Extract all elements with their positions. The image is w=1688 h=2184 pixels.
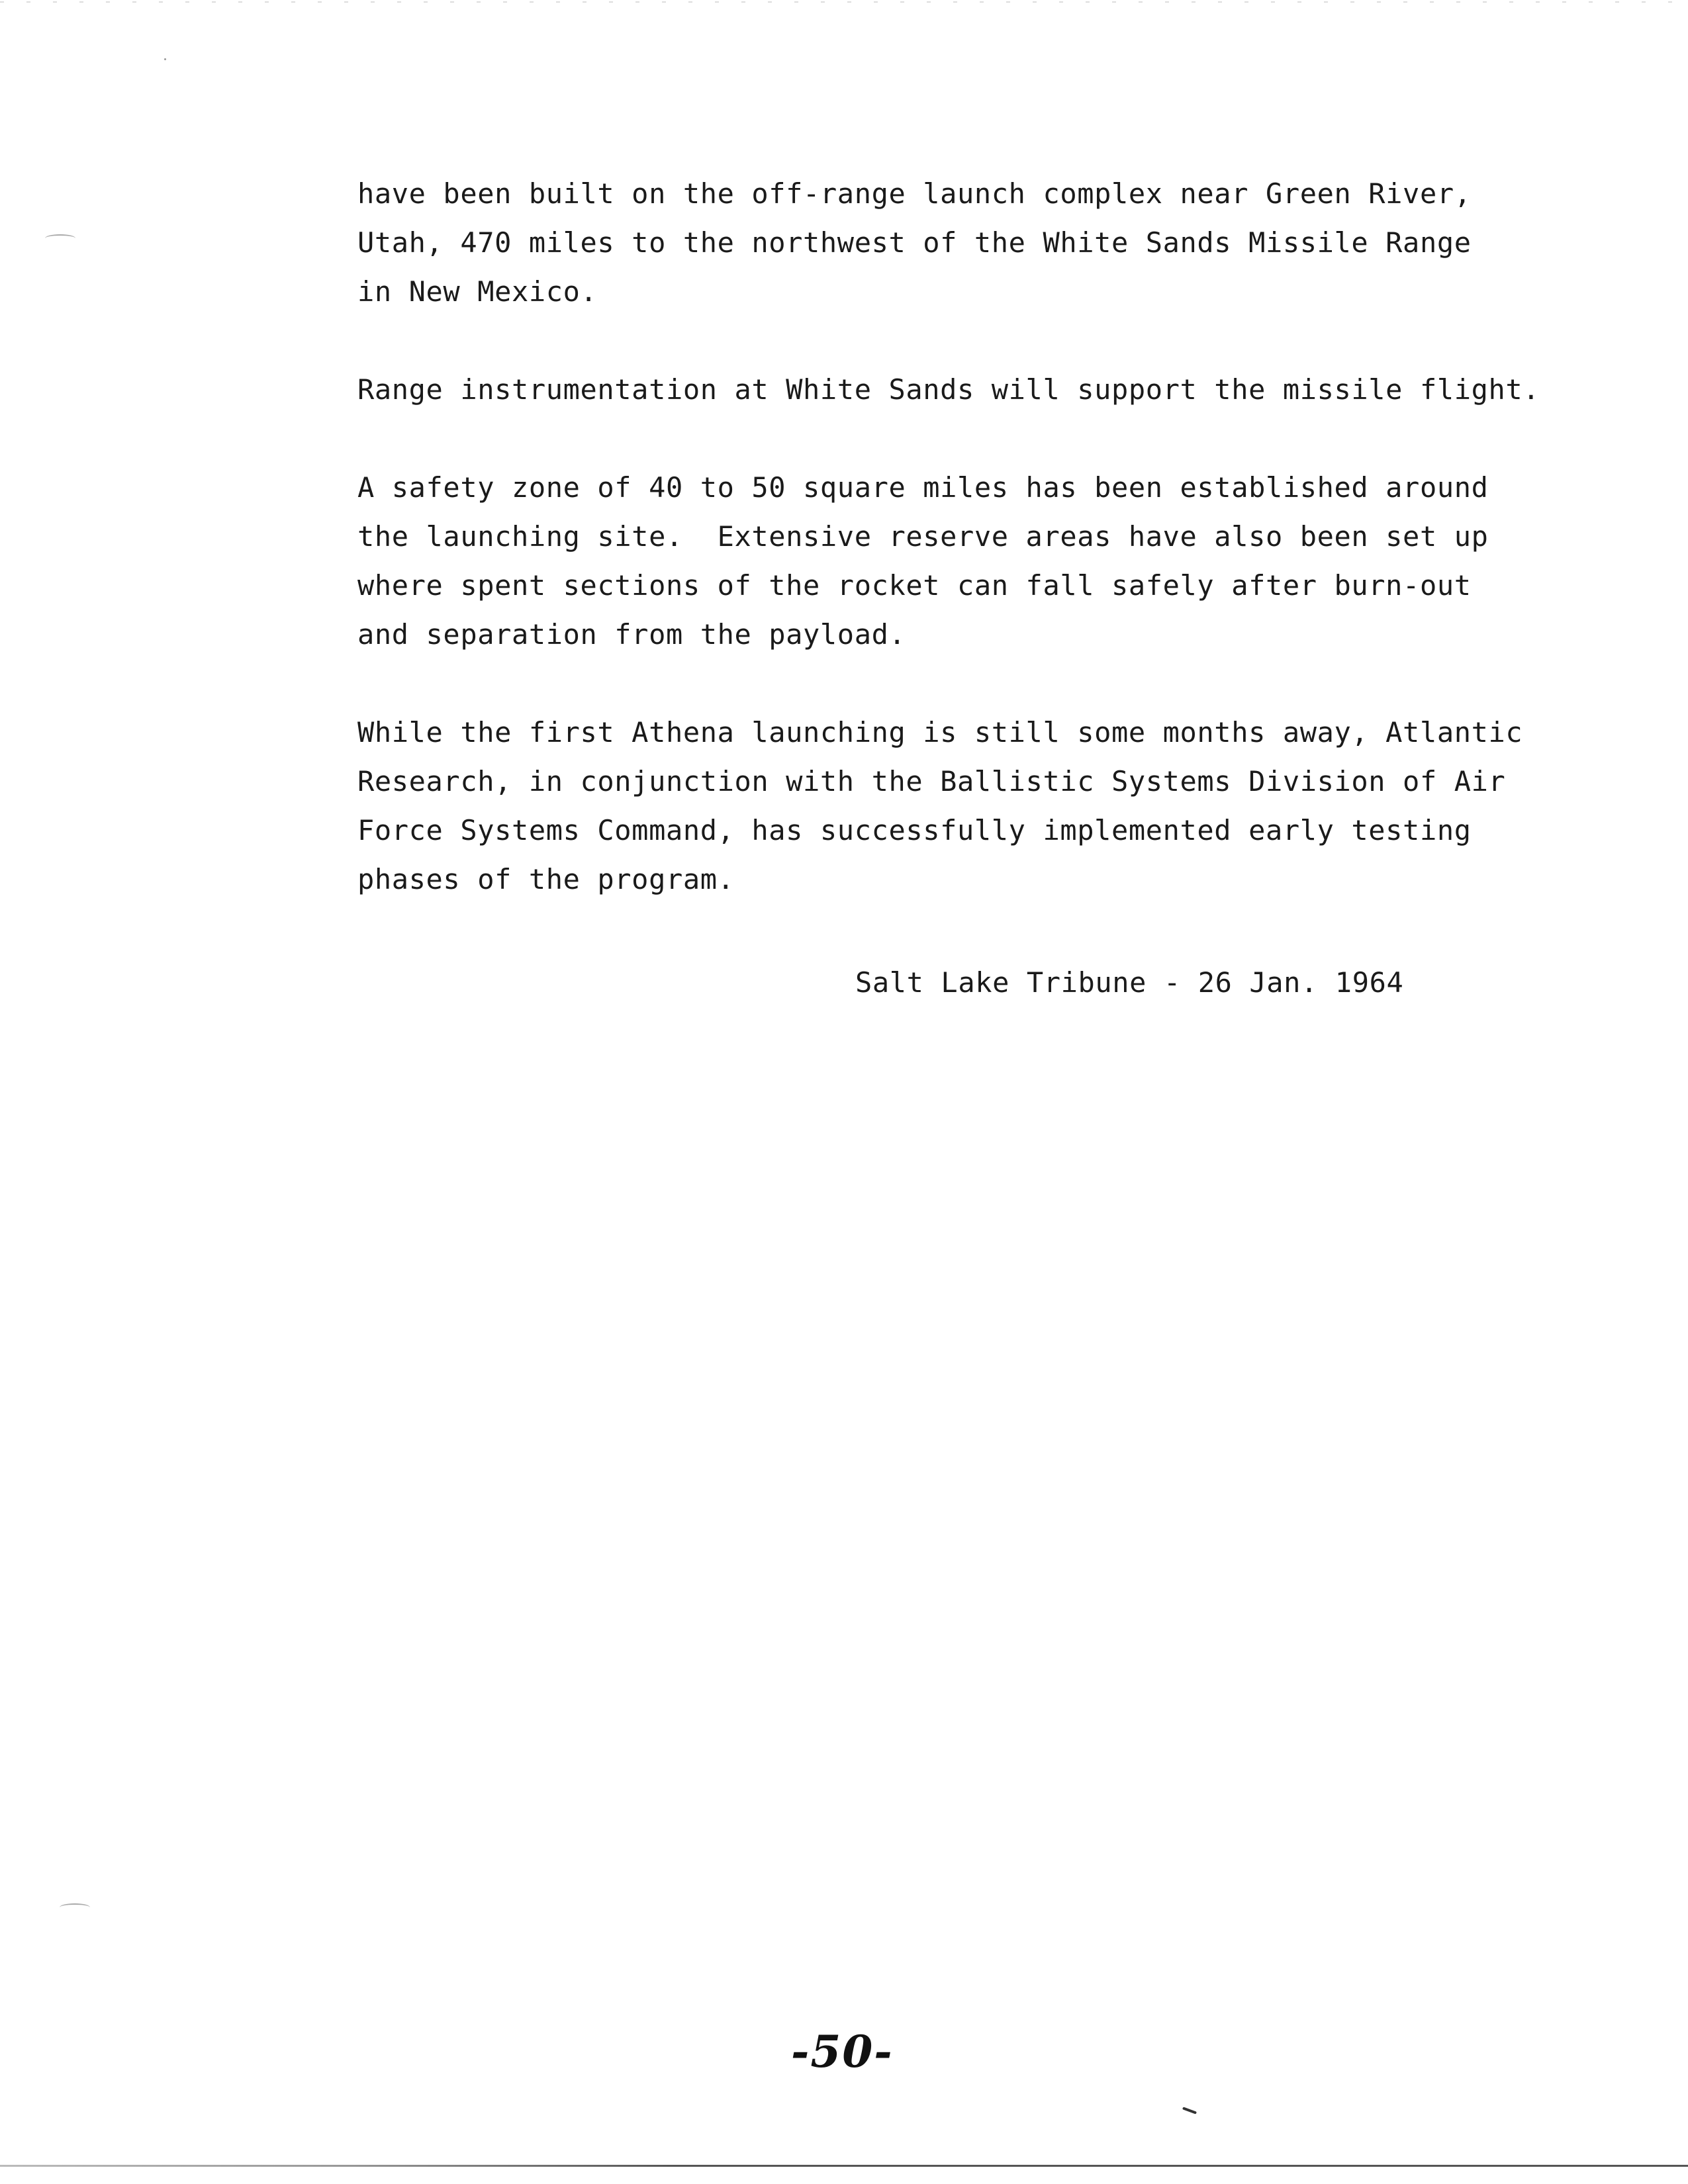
source-citation: Salt Lake Tribune - 26 Jan. 1964 bbox=[855, 966, 1404, 999]
body-text bbox=[357, 169, 1549, 953]
margin-mark bbox=[60, 1903, 90, 1911]
top-edge-rule bbox=[0, 1, 1688, 3]
text-line: phases of the program. bbox=[357, 863, 735, 895]
pen-tick bbox=[1182, 2107, 1197, 2114]
text-line: the launching site. Extensive reserve areas have also been set up bbox=[357, 520, 1489, 553]
text-line: A safety zone of 40 to 50 square miles has been established around bbox=[357, 471, 1489, 504]
bottom-edge-rule bbox=[0, 2165, 1688, 2167]
text-line: Utah, 470 miles to the northwest of the White Sands Missile Range bbox=[357, 226, 1472, 259]
speck bbox=[164, 58, 166, 60]
text-line: have been built on the off-range launch complex near Green River, bbox=[357, 177, 1472, 210]
text-line: and separation from the payload. bbox=[357, 618, 906, 651]
text-line: where spent sections of the rocket can fall safely after burn-out bbox=[357, 569, 1472, 602]
text-line: Range instrumentation at White Sands will support the missile flight. bbox=[357, 373, 1540, 406]
text-line: in New Mexico. bbox=[357, 275, 598, 308]
page-number: -50- bbox=[791, 2026, 894, 2077]
paragraph-3 bbox=[357, 463, 1549, 659]
text-line: Research, in conjunction with the Ballistic Systems Division of Air bbox=[357, 765, 1506, 797]
text-line: While the first Athena launching is still some months away, Atlantic bbox=[357, 716, 1523, 749]
paragraph-1 bbox=[357, 169, 1549, 316]
paragraph-2 bbox=[357, 365, 1549, 414]
paragraph-4 bbox=[357, 708, 1549, 904]
margin-mark bbox=[45, 234, 75, 242]
text-line: Force Systems Command, has successfully implemented early testing bbox=[357, 814, 1472, 846]
